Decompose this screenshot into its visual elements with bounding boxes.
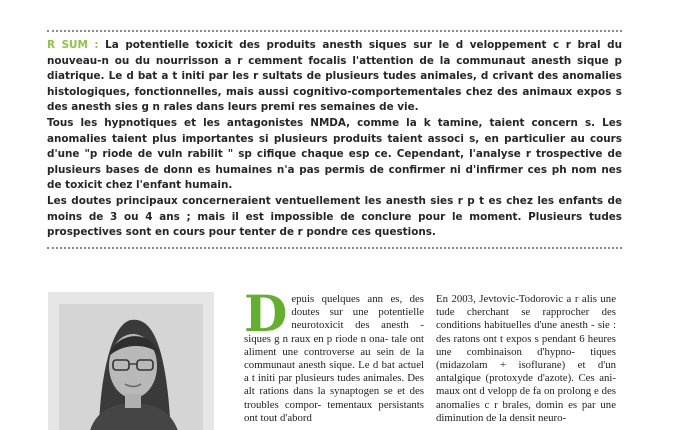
abstract-box [47,30,622,249]
author-photo-image [59,304,203,430]
abstract-paragraph-1 [47,38,622,116]
top-dotted-divider [47,30,622,32]
abstract-paragraph-2: Tous les hypnotiques et les antagonistes NMDA, comme la k tamine, taient concern s. Les anomalies taient plus importantes si plusieurs produits taient associ s, en particulier au cours d'une "p riode de vuln rabilit " sp cifique chaque esp ce. Cependant, l'analyse r trospective de plusieurs bases de donn es humaines n'a pas permis de confirmer ni d'infirmer ces ph nom nes de toxicit chez l'enfant humain. [47,116,622,192]
resume-label: R SUM : [47,39,99,51]
article-column-2-text: En 2003, Jevtovic-Todorovic a r alis une tude cherchant se rapprocher des conditions habituelles d'une anesth - sie : des ratons ont t expos s pendant 6 heures une combinaison d'hypno- tiques (midazolam + isoflurane) et d'un antalgique (protoxyde d'azote). Ces ani- maux ont d velopp de fa on prolong e des anomalies c r brales, domin es par une diminution de la densit neuro- [436,293,616,424]
article-column-1 [244,284,424,425]
article-column-2 [436,293,616,425]
article-column-1-text: epuis quelques ann es, des doutes sur une potentielle neurotoxicit des anesth - siques g n raux en p riode n ona- tale ont aliment une controverse au sein de la communaut anesth sique. Le d bat actuel a t initi par plusieurs tudes animales. Des alt rations dans la synaptogen se et des troubles compor- tementaux persistants ont tout d'abord [244,293,424,424]
abstract-paragraph-3: Les doutes principaux concerneraient ventuellement les anesth sies r p t es chez les enfants de moins de 3 ou 4 ans ; mais il est impossible de conclure pour le moment. Plusieurs tudes prospectives sont en cours pour tenter de r pondre ces questions. [47,194,622,239]
abstract-paragraph-1-text: La potentielle toxicit des produits anesth siques sur le d veloppement c r bral du nouveau-n ou du nourrisson a r cemment focalis l'attention de la communaut anesth sique p diatrique. Le d bat a t initi par les r sultats de plusieurs tudes animales, d crivant des anomalies histologiques, fonctionnelles, mais aussi cognitivo-comportementales chez des animaux expos s des anesth sies g n rales dans leurs premi res semaines de vie. [47,39,622,114]
author-portrait-icon [59,304,203,430]
drop-cap: D [244,284,288,343]
abstract-text [47,38,622,241]
bottom-dotted-divider [47,247,622,249]
author-photo [48,292,214,430]
